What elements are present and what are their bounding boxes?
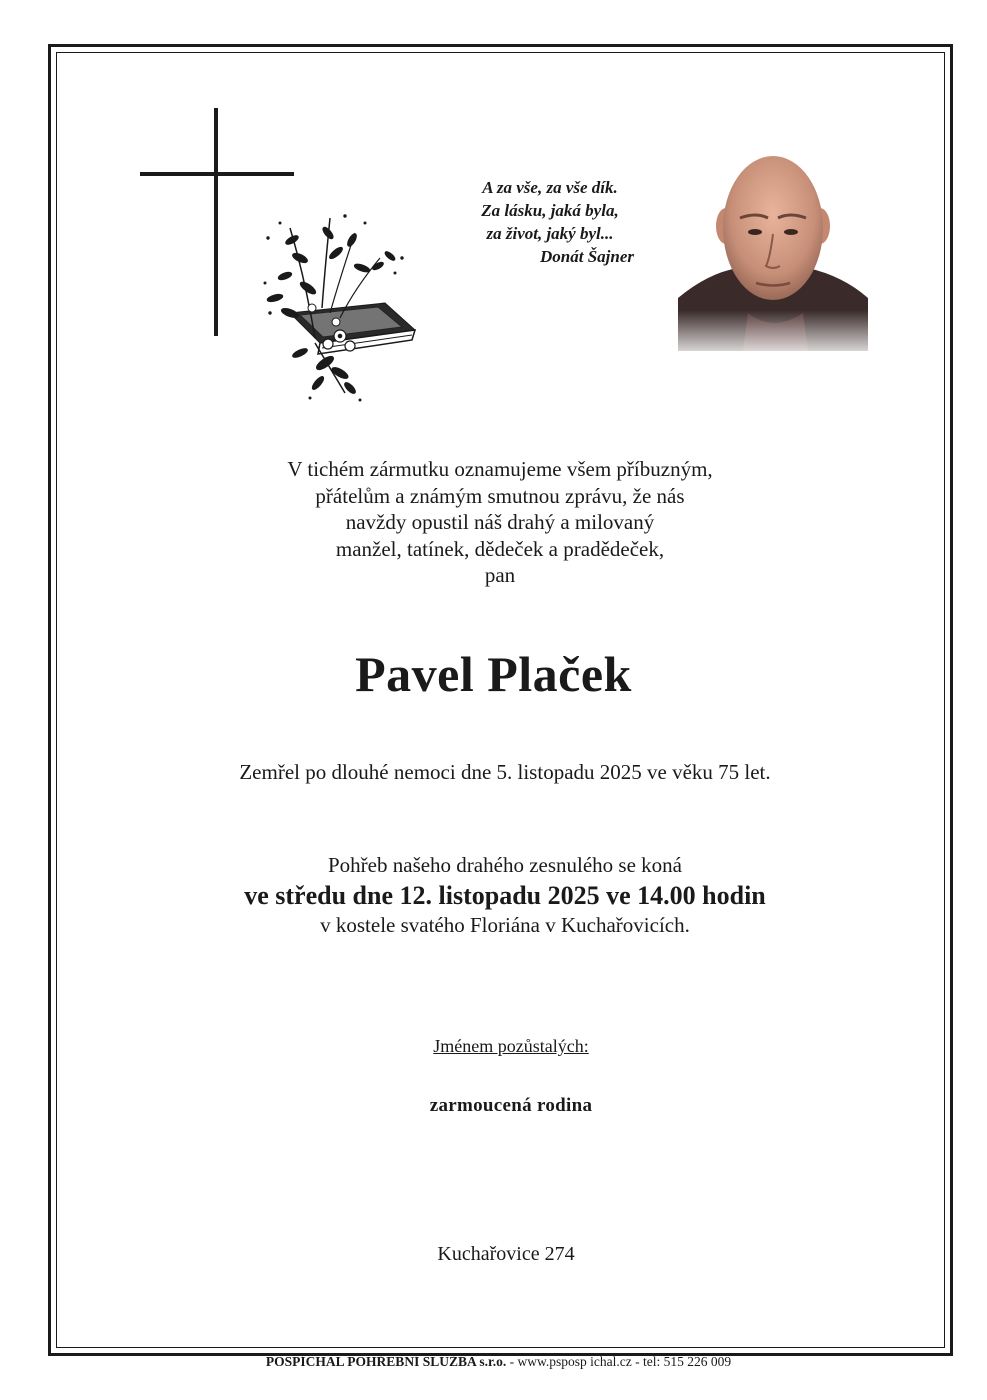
memorial-quote <box>440 176 660 268</box>
address: Kuchařovice 274 <box>437 1243 575 1265</box>
quote-line: za život, jaký byl... <box>486 224 614 243</box>
announcement-line: V tichém zármutku oznamujeme všem příbuzným, <box>287 457 713 481</box>
funeral-intro: Pohřeb našeho drahého zesnulého se koná <box>328 853 682 877</box>
quote-author: Donát Šajner <box>540 247 634 266</box>
footer-company: POSPÍCHAL POHŘEBNÍ SLUŽBA s.r.o. <box>265 1354 507 1369</box>
funeral-info <box>0 851 987 940</box>
quote-line: A za vše, za vše dík. <box>482 178 618 197</box>
death-info: Zemřel po dlouhé nemoci dne 5. listopadu 2025 ve věku 75 let. <box>239 760 771 784</box>
footer-contact: - www.psposp ichal.cz - tel: 515 226 009 <box>506 1354 732 1369</box>
family-signature: zarmoucená rodina <box>429 1095 593 1116</box>
deceased-name: Pavel Plaček <box>355 646 632 702</box>
memorial-illustration <box>140 108 430 408</box>
footer <box>0 1354 987 1370</box>
announcement-text <box>200 456 800 589</box>
announcement-line: navždy opustil náš drahý a milovaný <box>345 510 655 534</box>
on-behalf-label: Jménem pozůstalých: <box>433 1036 589 1056</box>
funeral-date-time: ve středu dne 12. listopadu 2025 ve 14.00 hodin <box>244 881 766 910</box>
quote-line: Za lásku, jaká byla, <box>481 201 619 220</box>
announcement-line: manžel, tatínek, dědeček a pradědeček, <box>335 536 665 561</box>
announcement-line: přátelům a známým smutnou zprávu, že nás <box>315 483 685 508</box>
funeral-place: v kostele svatého Floriána v Kuchařovicích. <box>320 913 690 937</box>
deceased-photo <box>678 148 868 351</box>
announcement-line: pan <box>484 563 516 587</box>
book-with-flowers-icon <box>264 215 415 401</box>
